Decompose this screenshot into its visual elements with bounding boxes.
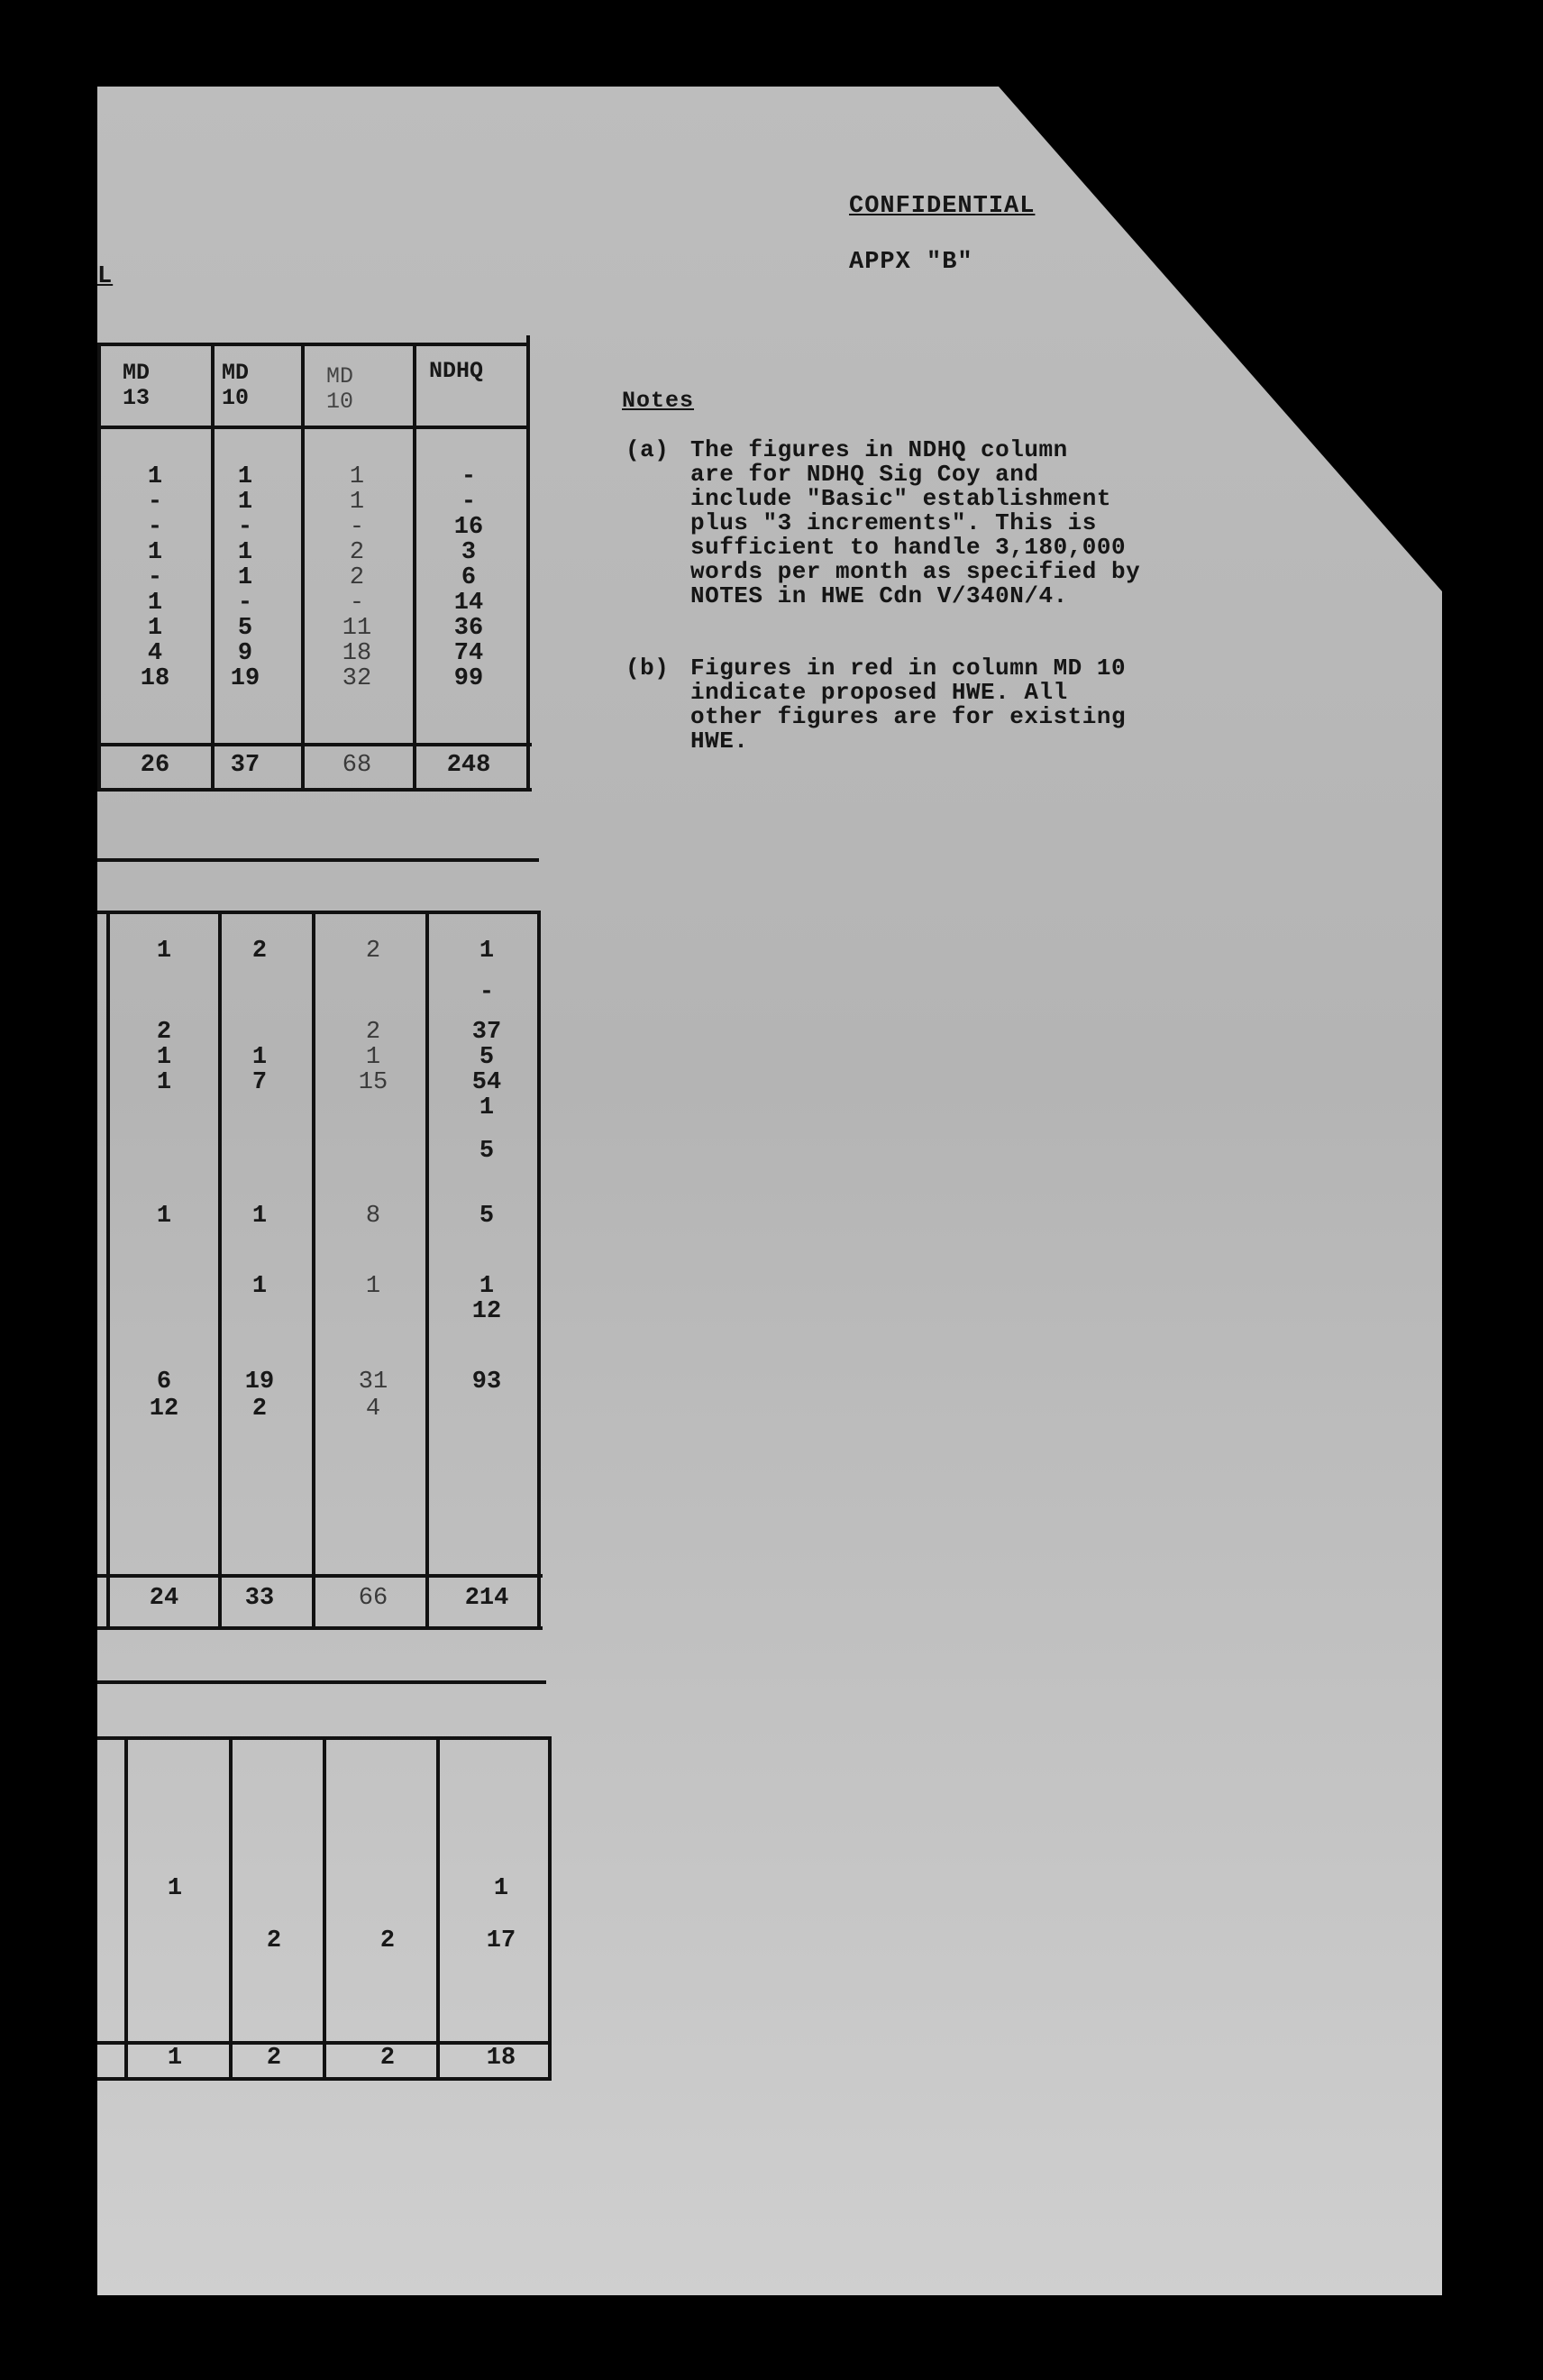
table3-total-cell: 18 bbox=[486, 2045, 516, 2072]
table2-cell: 1 bbox=[251, 1273, 268, 1300]
table1-cell: 1 bbox=[237, 539, 253, 566]
table2-cell: 1 bbox=[479, 938, 495, 965]
note-line: Figures in red in column MD 10 bbox=[690, 654, 1127, 682]
table1-cell: 1 bbox=[147, 539, 163, 566]
classification-label: CONFIDENTIAL bbox=[849, 193, 1036, 220]
table1-col-rule bbox=[413, 343, 416, 790]
table2-col-rule bbox=[218, 911, 222, 1628]
note-line: other figures are for existing bbox=[690, 703, 1127, 730]
table1-cell: 2 bbox=[349, 564, 365, 591]
table1-cell: 1 bbox=[349, 489, 365, 516]
notes-title: Notes bbox=[622, 388, 695, 414]
note-line: The figures in NDHQ column bbox=[690, 436, 1068, 463]
table2-total-cell: 24 bbox=[149, 1585, 179, 1612]
table1-cell: 9 bbox=[237, 640, 253, 667]
table1-top-rule bbox=[97, 343, 528, 346]
table2-col-rule bbox=[106, 911, 110, 1628]
table2-cell: 2 bbox=[156, 1019, 172, 1046]
table2-cell: 12 bbox=[471, 1298, 502, 1325]
table2-cell: 5 bbox=[479, 1203, 495, 1230]
table2-cell: 1 bbox=[251, 1203, 268, 1230]
table1-col-rule bbox=[301, 343, 305, 790]
table2-cell: 1 bbox=[365, 1273, 381, 1300]
note-a-label: (a) bbox=[625, 436, 670, 463]
table2-cell: 1 bbox=[479, 1273, 495, 1300]
table1-col-header-ndhq: NDHQ bbox=[429, 358, 484, 384]
table2-col-rule bbox=[312, 911, 315, 1628]
table1-cell: 19 bbox=[230, 665, 260, 692]
table2-cell: 1 bbox=[156, 938, 172, 965]
table1-cell: - bbox=[237, 514, 253, 541]
note-line: sufficient to handle 3,180,000 bbox=[690, 534, 1127, 561]
table3-col-rule bbox=[229, 1736, 233, 2079]
table1-cell: 5 bbox=[237, 615, 253, 642]
table2-total-cell: 33 bbox=[244, 1585, 275, 1612]
section-separator bbox=[97, 1680, 546, 1684]
table3-col-rule bbox=[323, 1736, 326, 2079]
edge-fragment: L bbox=[97, 263, 114, 290]
table1-cell: 11 bbox=[342, 615, 372, 642]
table2-cell: 5 bbox=[479, 1044, 495, 1071]
table2-total-cell: 66 bbox=[358, 1585, 388, 1612]
table1-cell: 1 bbox=[349, 463, 365, 490]
note-line: plus "3 increments". This is bbox=[690, 509, 1097, 536]
table2-cell: 1 bbox=[251, 1044, 268, 1071]
table1-total-cell: 26 bbox=[140, 752, 170, 779]
table1-col-rule bbox=[97, 343, 101, 790]
document-page bbox=[97, 87, 1442, 2295]
table2-cell: 5 bbox=[479, 1138, 495, 1165]
table2-cell: - bbox=[479, 979, 495, 1006]
table1-cell: - bbox=[147, 489, 163, 516]
table2-col-rule bbox=[425, 911, 429, 1628]
table1-cell: 4 bbox=[147, 640, 163, 667]
note-line: NOTES in HWE Cdn V/340N/4. bbox=[690, 582, 1068, 609]
table1-cell: - bbox=[349, 590, 365, 617]
table1-col-header-md13-label: MD 13 bbox=[123, 360, 151, 411]
table1-cell: 1 bbox=[237, 489, 253, 516]
table2-cell: 8 bbox=[365, 1203, 381, 1230]
table1-cell: - bbox=[461, 489, 477, 516]
table2-cell: 31 bbox=[358, 1368, 388, 1396]
table1-cell: - bbox=[461, 463, 477, 490]
table1-cell: 32 bbox=[342, 665, 372, 692]
table2-cell: 2 bbox=[251, 938, 268, 965]
table1-col-rule bbox=[526, 335, 530, 790]
table2-col-rule bbox=[537, 911, 541, 1628]
note-b-label: (b) bbox=[625, 654, 670, 682]
table1-bottom-rule bbox=[97, 788, 532, 792]
table2-cell: 15 bbox=[358, 1069, 388, 1096]
section-separator bbox=[97, 858, 539, 862]
table3-cell: 2 bbox=[266, 1927, 282, 1954]
table2-cell: 1 bbox=[156, 1069, 172, 1096]
table1-cell: - bbox=[349, 514, 365, 541]
appendix-label: APPX "B" bbox=[849, 249, 973, 276]
table1-cell: - bbox=[147, 564, 163, 591]
table1-cell: - bbox=[147, 514, 163, 541]
table1-total-rule bbox=[97, 743, 532, 746]
table2-cell: 2 bbox=[365, 938, 381, 965]
table3-cell: 1 bbox=[167, 1875, 183, 1902]
table2-cell: 4 bbox=[365, 1396, 381, 1423]
table2-cell: 6 bbox=[156, 1368, 172, 1396]
table1-cell: 16 bbox=[453, 514, 484, 541]
table1-cell: 1 bbox=[147, 615, 163, 642]
table3-total-cell: 1 bbox=[167, 2045, 183, 2072]
table3-col-rule bbox=[436, 1736, 440, 2079]
table3-total-cell: 2 bbox=[266, 2045, 282, 2072]
table1-cell: 74 bbox=[453, 640, 484, 667]
table1-cell: 3 bbox=[461, 539, 477, 566]
table1-cell: 1 bbox=[237, 564, 253, 591]
table1-col-header-md10-label: MD 10 bbox=[222, 360, 250, 411]
table2-cell: 54 bbox=[471, 1069, 502, 1096]
table3-col-rule bbox=[548, 1736, 552, 2079]
table2-cell: 2 bbox=[365, 1019, 381, 1046]
table1-cell: 18 bbox=[342, 640, 372, 667]
table1-cell: 1 bbox=[237, 463, 253, 490]
table2-cell: 1 bbox=[365, 1044, 381, 1071]
table1-cell: 18 bbox=[140, 665, 170, 692]
table1-total-cell: 248 bbox=[446, 752, 491, 779]
table3-cell: 17 bbox=[486, 1927, 516, 1954]
table3-cell: 2 bbox=[379, 1927, 396, 1954]
table2-cell: 2 bbox=[251, 1396, 268, 1423]
note-line: are for NDHQ Sig Coy and bbox=[690, 461, 1039, 488]
table1-cell: 2 bbox=[349, 539, 365, 566]
table2-cell: 1 bbox=[156, 1203, 172, 1230]
note-line: include "Basic" establishment bbox=[690, 485, 1111, 512]
table2-cell: 37 bbox=[471, 1019, 502, 1046]
table2-bottom-rule bbox=[97, 1626, 543, 1630]
table1-cell: - bbox=[237, 590, 253, 617]
table1-col-header-md10-proposed-label: MD 10 bbox=[326, 363, 354, 415]
table2-cell: 93 bbox=[471, 1368, 502, 1396]
note-line: HWE. bbox=[690, 728, 749, 755]
table1-header-rule bbox=[97, 426, 528, 429]
table2-cell: 7 bbox=[251, 1069, 268, 1096]
table1-total-cell: 37 bbox=[230, 752, 260, 779]
table1-cell: 6 bbox=[461, 564, 477, 591]
table2-cell: 19 bbox=[244, 1368, 275, 1396]
table1-cell: 1 bbox=[147, 590, 163, 617]
table2-top-rule bbox=[97, 911, 539, 914]
table2-cell: 1 bbox=[156, 1044, 172, 1071]
table2-cell: 12 bbox=[149, 1396, 179, 1423]
table1-cell: 1 bbox=[147, 463, 163, 490]
table3-total-cell: 2 bbox=[379, 2045, 396, 2072]
paper-sheet bbox=[97, 87, 1442, 2295]
table3-col-rule bbox=[124, 1736, 128, 2079]
table2-cell: 1 bbox=[479, 1094, 495, 1121]
table1-cell: 36 bbox=[453, 615, 484, 642]
note-line: words per month as specified by bbox=[690, 558, 1141, 585]
table3-cell: 1 bbox=[493, 1875, 509, 1902]
table1-total-cell: 68 bbox=[342, 752, 372, 779]
table1-cell: 99 bbox=[453, 665, 484, 692]
table1-cell: 14 bbox=[453, 590, 484, 617]
table2-total-cell: 214 bbox=[464, 1585, 509, 1612]
note-line: indicate proposed HWE. All bbox=[690, 679, 1068, 706]
table2-total-rule bbox=[97, 1574, 543, 1578]
